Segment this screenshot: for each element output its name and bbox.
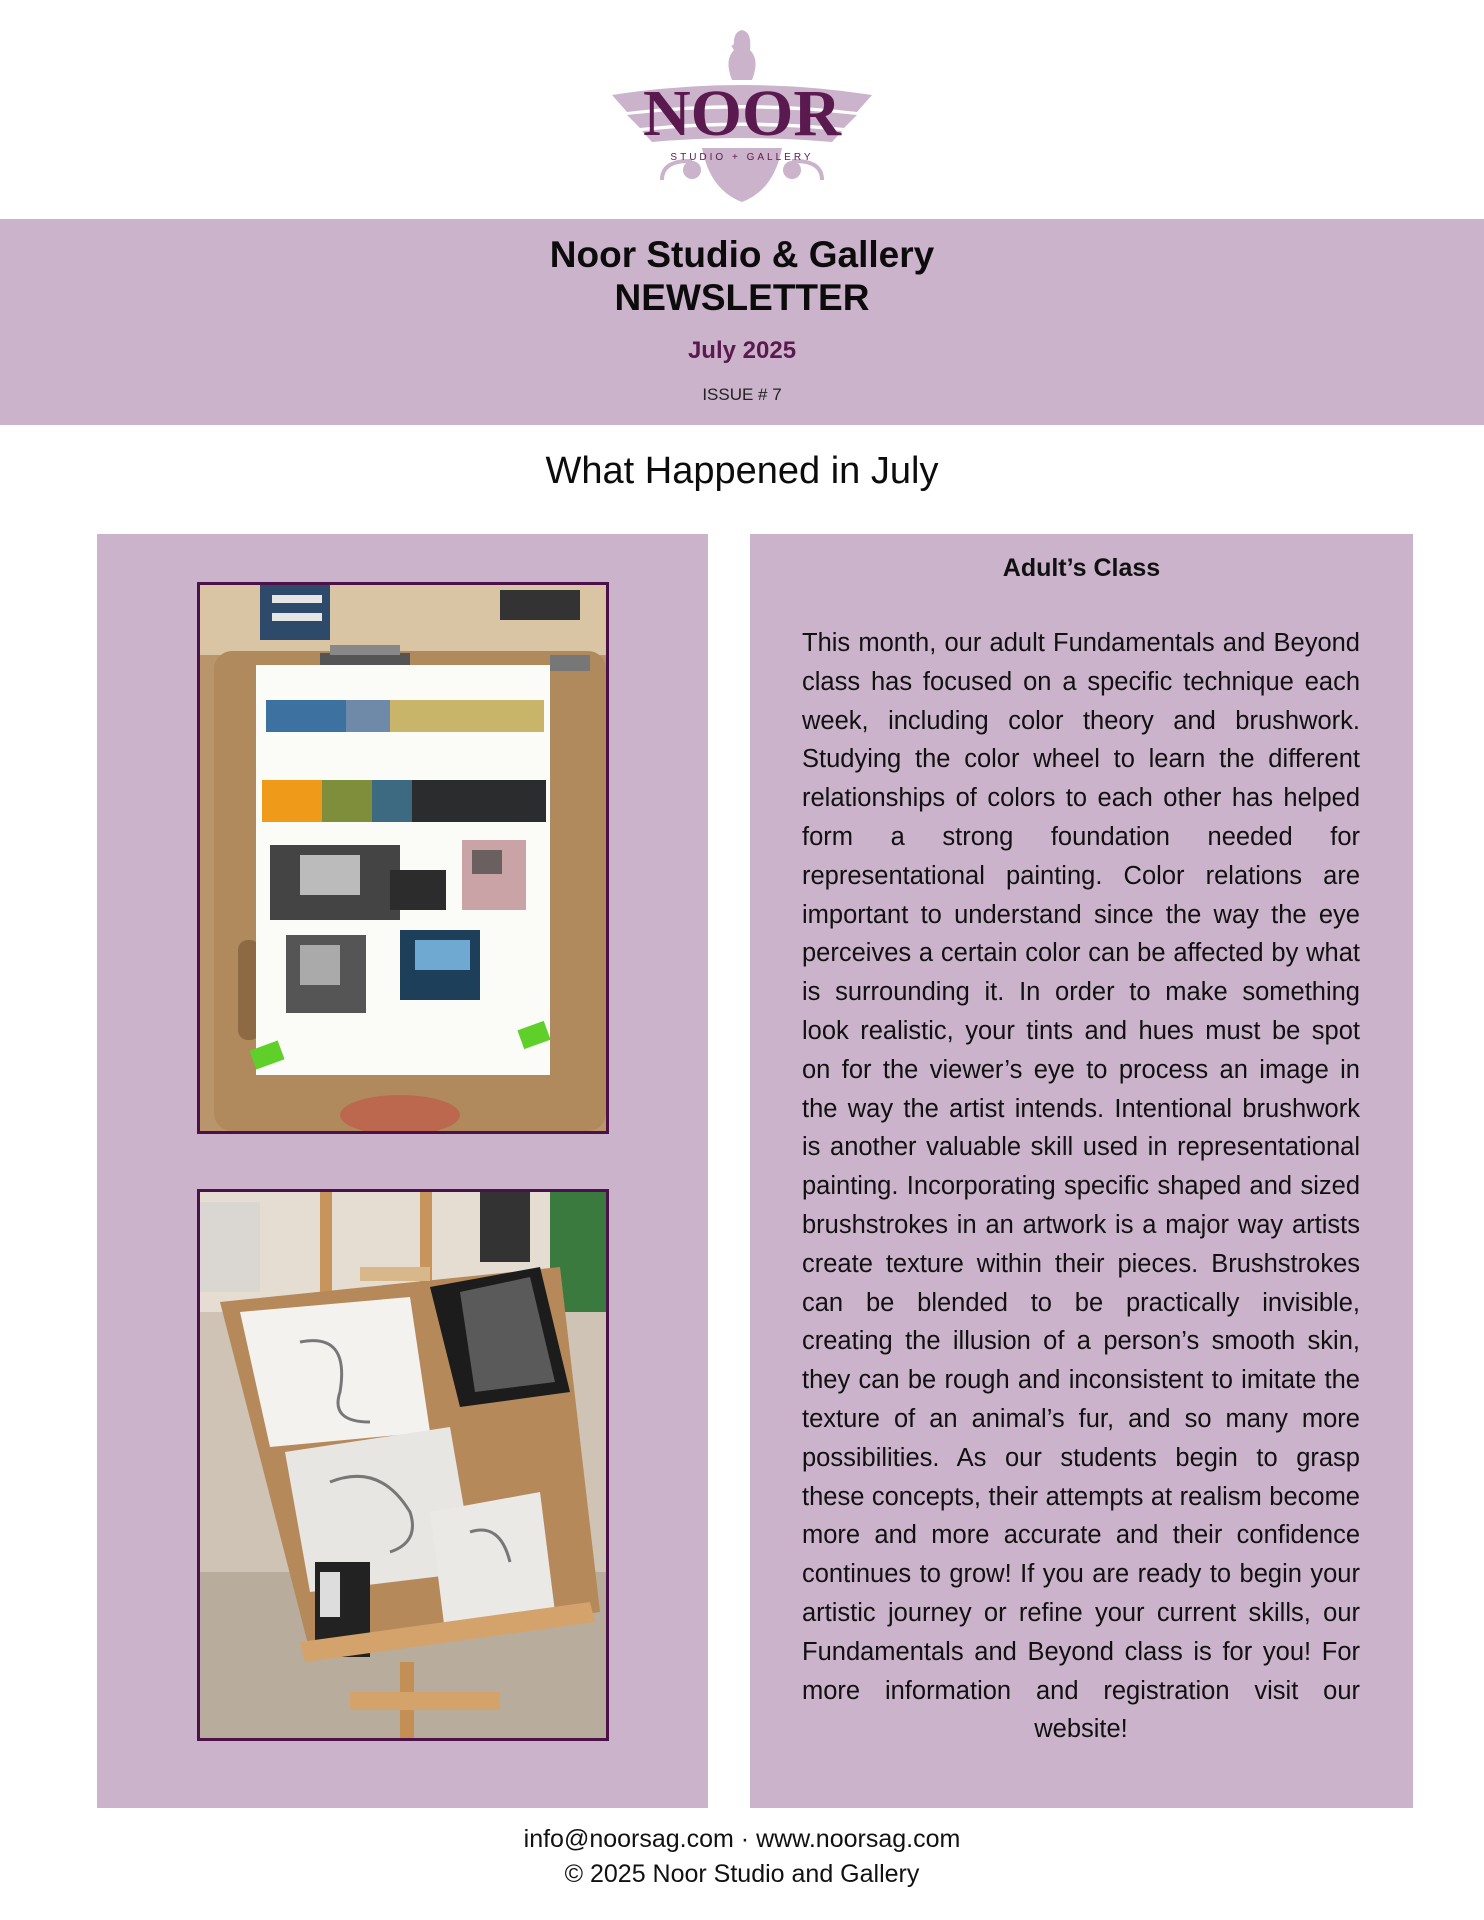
pencil-drawing-photo — [197, 1189, 609, 1741]
article-body: This month, our adult Fundamentals and Beyond class has focused on a specific technique each week, including color theory and brushwork. Studying the color wheel to learn the different relationships of colors to each other has helped form a strong foundation needed for representational painting. Color relations are important to understand since the way the eye perceives a certain color can be affected by what is surrounding it. In order to make something look realistic, your tints and hues must be spot on for the viewer’s eye to process an image in the way the artist intends. Intentional brushwork is another valuable skill used in representational painting. Incorporating specific shaped and sized brushstrokes in an artwork is a major way artists create texture within their pieces. Brushstrokes can be blended to be practically invisible, creating the illusion of a person’s smooth skin, they can be rough and inconsistent to imitate the texture of an animal’s fur, and so many more possibilities. As our students begin to grasp these concepts, their attempts at realism become more and more accurate and their confidence continues to grow! If you are ready to begin your artistic journey or refine your current skills, our Fundamentals and Beyond class is for you! For more information and registration visit our website! — [802, 629, 1360, 1744]
newsletter-subtitle: NEWSLETTER — [614, 277, 870, 318]
section-title: What Happened in July — [545, 450, 939, 492]
color-study-image — [200, 585, 606, 1131]
footer — [0, 1822, 1484, 1892]
article-card — [750, 534, 1413, 1808]
pencil-drawing-image — [200, 1192, 606, 1738]
color-study-photo — [197, 582, 609, 1134]
issue-date: July 2025 — [687, 337, 797, 364]
photo-panel — [97, 534, 708, 1808]
header-banner — [0, 219, 1484, 425]
footer-copyright: © 2025 Noor Studio and Gallery — [564, 1860, 920, 1888]
newsletter-title: Noor Studio & Gallery — [549, 234, 935, 275]
article-title: Adult’s Class — [1002, 554, 1161, 582]
footer-contact[interactable]: info@noorsag.com · www.noorsag.com — [523, 1825, 961, 1853]
logo — [0, 20, 1484, 205]
logo-tagline: STUDIO + GALLERY — [670, 152, 814, 163]
logo-wordmark: NOOR — [643, 77, 841, 150]
logo-emblem — [592, 20, 892, 205]
issue-number: ISSUE # 7 — [702, 385, 782, 404]
